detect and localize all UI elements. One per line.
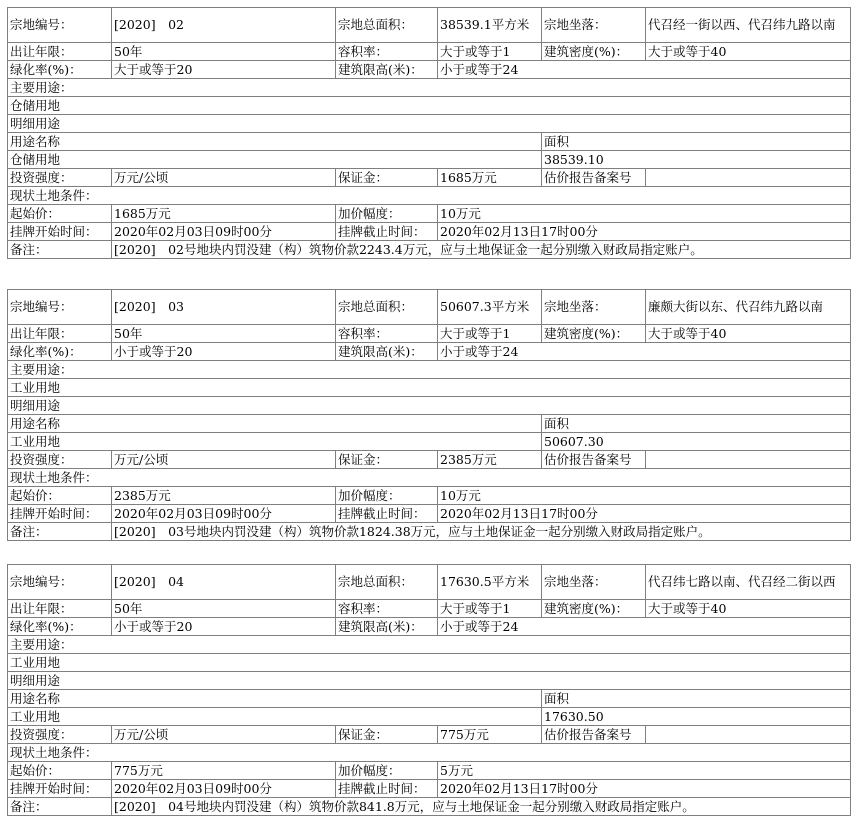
label-code: 宗地编号： [8, 8, 112, 43]
label-condition: 现状土地条件： [8, 744, 851, 762]
value-remark: [2020] 04号地块内罚没建（构）筑物价款841.8万元，应与土地保证金一起分别缴入财政局指定账户。 [112, 798, 851, 816]
row-price [8, 762, 851, 780]
label-term: 出让年限： [8, 325, 112, 343]
row-detail-use [8, 672, 851, 690]
label-deposit: 保证金： [336, 726, 438, 744]
value-report [646, 169, 851, 187]
value-far: 大于或等于1 [438, 325, 542, 343]
label-remark: 备注： [8, 241, 112, 259]
label-start-price: 起始价： [8, 487, 112, 505]
value-location: 代召经一街以西、代召纬九路以南 [646, 8, 851, 43]
value-height: 小于或等于24 [438, 343, 851, 361]
row-condition [8, 187, 851, 205]
row-main-use-value [8, 97, 851, 115]
label-deposit: 保证金： [336, 169, 438, 187]
row-code [8, 8, 851, 43]
value-term: 50年 [112, 325, 336, 343]
label-report: 估价报告备案号 [542, 169, 646, 187]
label-area: 宗地总面积： [336, 565, 438, 600]
label-main-use: 主要用途： [8, 79, 851, 97]
label-density: 建筑密度(%)： [542, 43, 646, 61]
label-deposit: 保证金： [336, 451, 438, 469]
row-use-value [8, 151, 851, 169]
row-listing-time [8, 505, 851, 523]
value-invest-unit: 万元/公顷 [112, 726, 336, 744]
value-main-use: 仓储用地 [8, 97, 851, 115]
label-detail-use: 明细用途 [8, 397, 851, 415]
label-report: 估价报告备案号 [542, 726, 646, 744]
value-area: 38539.1平方米 [438, 8, 542, 43]
label-list-end: 挂牌截止时间： [336, 223, 438, 241]
label-code: 宗地编号： [8, 565, 112, 600]
value-increment: 10万元 [438, 205, 851, 223]
value-main-use: 工业用地 [8, 654, 851, 672]
value-far: 大于或等于1 [438, 600, 542, 618]
value-report [646, 451, 851, 469]
label-far: 容积率： [336, 600, 438, 618]
row-remark [8, 241, 851, 259]
parcel-table [7, 564, 851, 816]
value-area: 17630.5平方米 [438, 565, 542, 600]
row-term [8, 325, 851, 343]
label-increment: 加价幅度： [336, 762, 438, 780]
label-use-area: 面积 [542, 133, 851, 151]
value-list-start: 2020年02月03日09时00分 [112, 780, 336, 798]
row-listing-time [8, 223, 851, 241]
label-use-name: 用途名称 [8, 690, 542, 708]
row-main-use-label [8, 361, 851, 379]
label-area: 宗地总面积： [336, 290, 438, 325]
row-price [8, 205, 851, 223]
label-green: 绿化率(%)： [8, 343, 112, 361]
value-height: 小于或等于24 [438, 618, 851, 636]
value-increment: 10万元 [438, 487, 851, 505]
label-location: 宗地坐落： [542, 8, 646, 43]
value-density: 大于或等于40 [646, 43, 851, 61]
label-use-name: 用途名称 [8, 133, 542, 151]
value-start-price: 1685万元 [112, 205, 336, 223]
parcel-table [7, 289, 851, 541]
parcel-block-02 [7, 7, 850, 259]
label-remark: 备注： [8, 798, 112, 816]
label-far: 容积率： [336, 43, 438, 61]
label-condition: 现状土地条件： [8, 469, 851, 487]
label-start-price: 起始价： [8, 205, 112, 223]
value-term: 50年 [112, 600, 336, 618]
row-use-value [8, 708, 851, 726]
row-listing-time [8, 780, 851, 798]
value-use-name: 工业用地 [8, 708, 542, 726]
label-list-end: 挂牌截止时间： [336, 505, 438, 523]
value-list-start: 2020年02月03日09时00分 [112, 223, 336, 241]
value-report [646, 726, 851, 744]
value-deposit: 2385万元 [438, 451, 542, 469]
value-code: [2020] 02 [112, 8, 336, 43]
label-location: 宗地坐落： [542, 565, 646, 600]
value-green: 大于或等于20 [112, 61, 336, 79]
label-increment: 加价幅度： [336, 487, 438, 505]
row-invest [8, 451, 851, 469]
value-use-name: 工业用地 [8, 433, 542, 451]
value-use-name: 仓储用地 [8, 151, 542, 169]
value-remark: [2020] 02号地块内罚没建（构）筑物价款2243.4万元，应与土地保证金一起分别缴入财政局指定账户。 [112, 241, 851, 259]
row-term [8, 43, 851, 61]
row-remark [8, 798, 851, 816]
value-start-price: 2385万元 [112, 487, 336, 505]
row-use-header [8, 415, 851, 433]
row-green [8, 343, 851, 361]
label-start-price: 起始价： [8, 762, 112, 780]
value-code: [2020] 04 [112, 565, 336, 600]
value-invest-unit: 万元/公顷 [112, 169, 336, 187]
label-list-start: 挂牌开始时间： [8, 223, 112, 241]
label-increment: 加价幅度： [336, 205, 438, 223]
value-list-start: 2020年02月03日09时00分 [112, 505, 336, 523]
value-far: 大于或等于1 [438, 43, 542, 61]
value-list-end: 2020年02月13日17时00分 [438, 505, 851, 523]
label-height: 建筑限高(米)： [336, 61, 438, 79]
row-remark [8, 523, 851, 541]
value-term: 50年 [112, 43, 336, 61]
value-deposit: 1685万元 [438, 169, 542, 187]
value-deposit: 775万元 [438, 726, 542, 744]
label-list-end: 挂牌截止时间： [336, 780, 438, 798]
value-code: [2020] 03 [112, 290, 336, 325]
value-start-price: 775万元 [112, 762, 336, 780]
value-use-area: 17630.50 [542, 708, 851, 726]
label-area: 宗地总面积： [336, 8, 438, 43]
label-list-start: 挂牌开始时间： [8, 505, 112, 523]
label-use-area: 面积 [542, 690, 851, 708]
value-density: 大于或等于40 [646, 325, 851, 343]
label-detail-use: 明细用途 [8, 672, 851, 690]
label-use-area: 面积 [542, 415, 851, 433]
label-main-use: 主要用途： [8, 361, 851, 379]
value-area: 50607.3平方米 [438, 290, 542, 325]
value-green: 小于或等于20 [112, 343, 336, 361]
label-remark: 备注： [8, 523, 112, 541]
value-density: 大于或等于40 [646, 600, 851, 618]
label-density: 建筑密度(%)： [542, 325, 646, 343]
value-use-area: 38539.10 [542, 151, 851, 169]
label-detail-use: 明细用途 [8, 115, 851, 133]
label-code: 宗地编号： [8, 290, 112, 325]
row-main-use-value [8, 379, 851, 397]
row-detail-use [8, 397, 851, 415]
label-green: 绿化率(%)： [8, 61, 112, 79]
row-use-value [8, 433, 851, 451]
label-list-start: 挂牌开始时间： [8, 780, 112, 798]
row-use-header [8, 690, 851, 708]
label-height: 建筑限高(米)： [336, 343, 438, 361]
label-invest: 投资强度： [8, 169, 112, 187]
row-code [8, 565, 851, 600]
row-condition [8, 469, 851, 487]
label-far: 容积率： [336, 325, 438, 343]
row-price [8, 487, 851, 505]
row-invest [8, 726, 851, 744]
row-main-use-label [8, 79, 851, 97]
row-code [8, 290, 851, 325]
row-condition [8, 744, 851, 762]
label-report: 估价报告备案号 [542, 451, 646, 469]
value-list-end: 2020年02月13日17时00分 [438, 223, 851, 241]
parcel-table [7, 7, 851, 259]
label-term: 出让年限： [8, 600, 112, 618]
value-increment: 5万元 [438, 762, 851, 780]
label-green: 绿化率(%)： [8, 618, 112, 636]
label-invest: 投资强度： [8, 451, 112, 469]
value-use-area: 50607.30 [542, 433, 851, 451]
row-main-use-label [8, 636, 851, 654]
label-use-name: 用途名称 [8, 415, 542, 433]
label-term: 出让年限： [8, 43, 112, 61]
label-location: 宗地坐落： [542, 290, 646, 325]
value-height: 小于或等于24 [438, 61, 851, 79]
label-height: 建筑限高(米)： [336, 618, 438, 636]
value-main-use: 工业用地 [8, 379, 851, 397]
value-invest-unit: 万元/公顷 [112, 451, 336, 469]
row-detail-use [8, 115, 851, 133]
value-location: 代召纬七路以南、代召经二街以西 [646, 565, 851, 600]
value-green: 小于或等于20 [112, 618, 336, 636]
row-invest [8, 169, 851, 187]
label-main-use: 主要用途： [8, 636, 851, 654]
value-location: 廉颇大街以东、代召纬九路以南 [646, 290, 851, 325]
value-remark: [2020] 03号地块内罚没建（构）筑物价款1824.38万元，应与土地保证金一起分别缴入财政局指定账户。 [112, 523, 851, 541]
row-main-use-value [8, 654, 851, 672]
row-green [8, 61, 851, 79]
row-green [8, 618, 851, 636]
value-list-end: 2020年02月13日17时00分 [438, 780, 851, 798]
parcel-block-04 [7, 564, 850, 816]
label-density: 建筑密度(%)： [542, 600, 646, 618]
label-invest: 投资强度： [8, 726, 112, 744]
row-term [8, 600, 851, 618]
parcel-block-03 [7, 289, 850, 541]
row-use-header [8, 133, 851, 151]
label-condition: 现状土地条件： [8, 187, 851, 205]
